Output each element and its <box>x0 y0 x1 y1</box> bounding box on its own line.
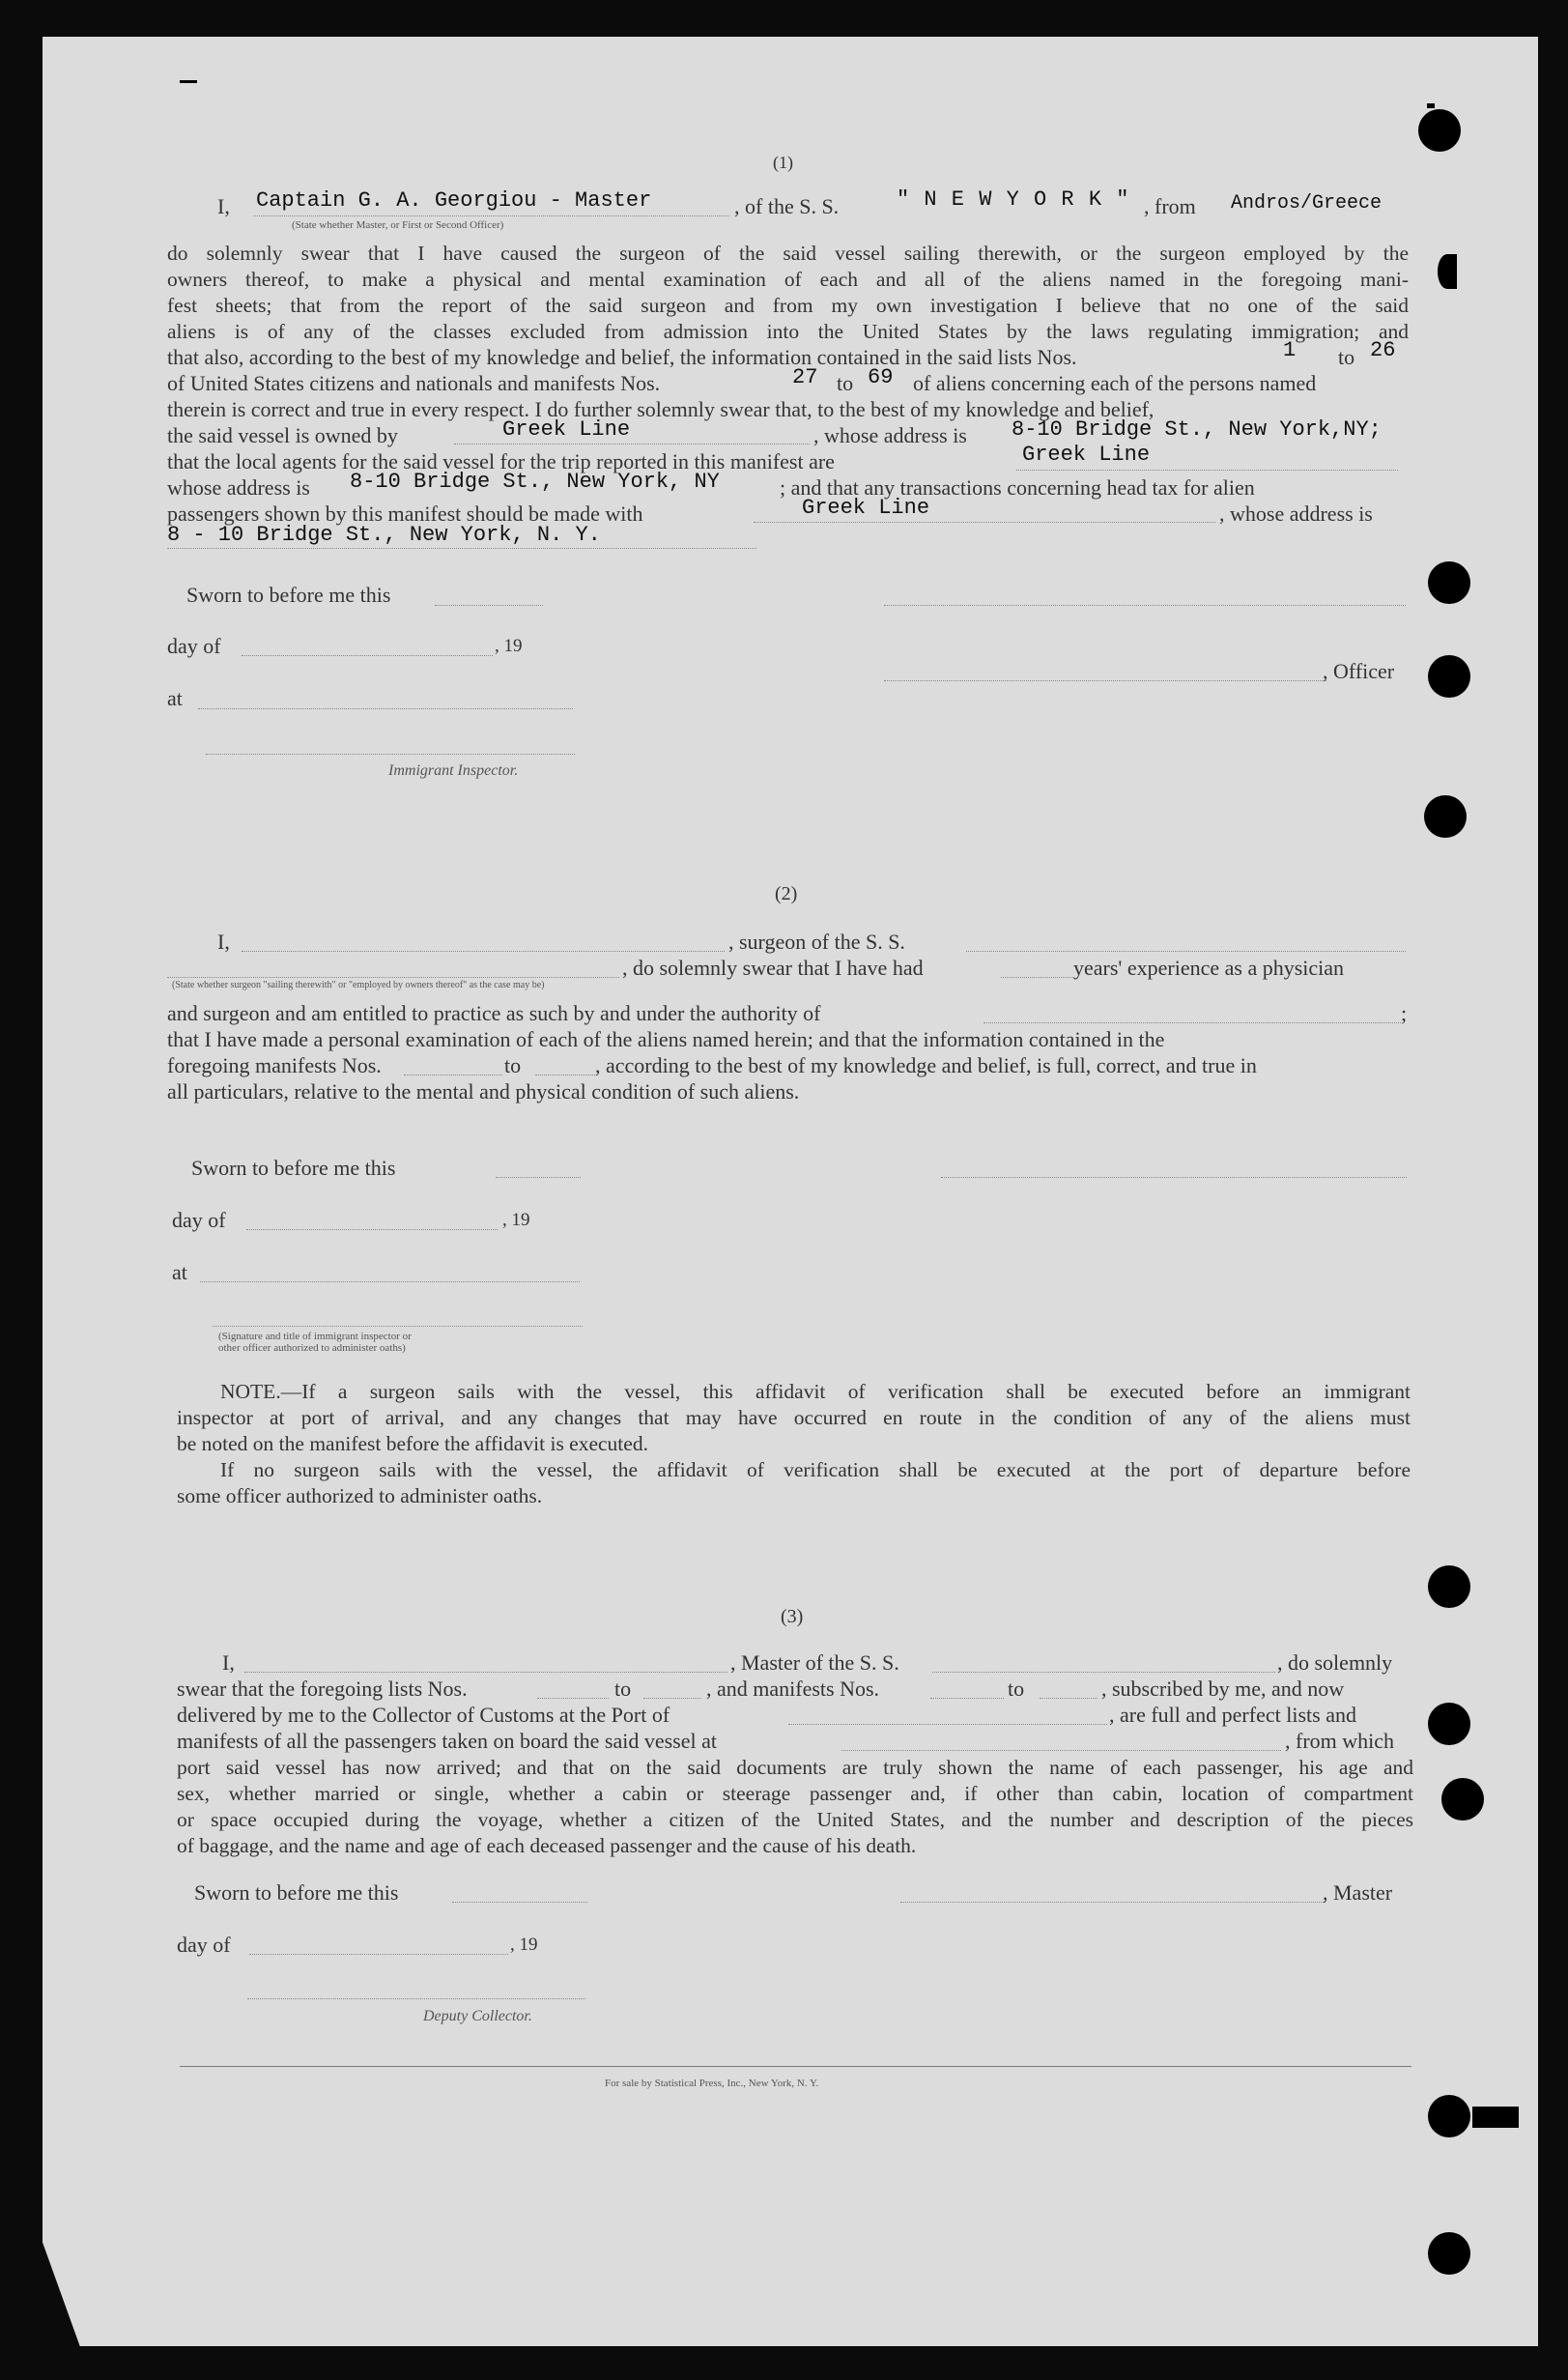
paragraph-line: that I have made a personal examination of each of the aliens named herein; and that the information contained in the <box>167 1027 1165 1051</box>
manifest-from-line <box>930 1698 1004 1699</box>
at-label: at <box>172 1260 187 1284</box>
signature-note-2: other officer authorized to administer oaths) <box>218 1342 406 1354</box>
scan-mark <box>1427 103 1435 108</box>
of-ss-label: , of the S. S. <box>734 194 840 218</box>
head-tax-line <box>754 522 1215 523</box>
according-label: , according to the best of my knowledge and belief, is full, correct, and true in <box>595 1053 1257 1077</box>
scan-mark <box>1438 254 1457 289</box>
manifest-to-line <box>1040 1698 1098 1699</box>
ship-line <box>932 1672 1275 1673</box>
paragraph-line: therein is correct and true in every respect. I do further solemnly swear that, to the best of my knowledge and belief, <box>167 397 1155 421</box>
year-label: , 19 <box>495 636 523 656</box>
owned-by-label: the said vessel is owned by <box>167 423 398 447</box>
master-name-line <box>253 215 729 216</box>
local-agents-label: that the local agents for the said vessel for the trip reported in this manifest are <box>167 449 835 473</box>
do-swear-label: , do solemnly swear that I have had <box>622 956 924 980</box>
scan-mark <box>1472 2107 1519 2128</box>
sworn-line <box>452 1902 587 1903</box>
foregoing-manifests-label: foregoing manifests Nos. <box>167 1053 382 1077</box>
to-label: to <box>614 1677 632 1701</box>
day-of-label: day of <box>177 1933 231 1957</box>
day-of-line <box>242 655 493 656</box>
list-to: 26 <box>1370 338 1396 362</box>
paragraph-line: owners thereof, to make a physical and mental examination of each and all of the aliens named in the foregoing mani- <box>167 268 1409 291</box>
day-of-label: day of <box>172 1208 226 1232</box>
years-line <box>1001 977 1073 978</box>
punch-hole <box>1428 2095 1470 2137</box>
sworn-label: Sworn to before me this <box>194 1880 399 1905</box>
to-label: to <box>504 1053 522 1077</box>
note-line: inspector at port of arrival, and any changes that may have occurred en route in the condition of any of the aliens must <box>177 1406 1411 1429</box>
ship-name: " N E W Y O R K " <box>897 187 1130 212</box>
scan-mark <box>180 80 197 83</box>
years-label: years' experience as a physician <box>1073 956 1345 980</box>
list-from-line <box>537 1698 609 1699</box>
section-3-paragraph <box>177 1755 1413 1859</box>
paragraph-line: fest sheets; that from the report of the said surgeon and from my own investigation I believe that no one of the said <box>167 294 1409 317</box>
master-signature-line <box>900 1902 1326 1903</box>
head-tax-address: 8 - 10 Bridge St., New York, N. Y. <box>167 523 601 547</box>
agents-line <box>1016 470 1398 471</box>
section-2-number: (2) <box>775 883 798 904</box>
departure-port: Andros/Greece <box>1231 192 1383 215</box>
list-to-line <box>643 1698 701 1699</box>
year-label: , 19 <box>510 1935 538 1955</box>
taken-on-board-label: manifests of all the passengers taken on board the said vessel at <box>177 1729 718 1753</box>
to-label: to <box>1008 1677 1025 1701</box>
day-of-line <box>249 1954 508 1955</box>
at-label: at <box>167 686 183 710</box>
agents-address: 8-10 Bridge St., New York, NY <box>350 470 720 494</box>
head-tax-value: Greek Line <box>802 496 930 520</box>
manifest-to: 69 <box>868 365 894 389</box>
head-tax-label: ; and that any transactions concerning head tax for alien <box>780 475 1255 500</box>
punch-hole <box>1428 561 1470 604</box>
note-line: some officer authorized to administer oaths. <box>177 1484 543 1507</box>
surgeon-signature-line <box>941 1177 1407 1178</box>
manifests-label: of United States citizens and nationals and manifests Nos. <box>167 371 661 395</box>
foregoing-lists-label: swear that the foregoing lists Nos. <box>177 1677 468 1701</box>
paragraph-line: do solemnly swear that I have caused the surgeon of the said vessel sailing therewith, or the surgeon employed by the <box>167 242 1409 265</box>
officer-label: , Officer <box>1323 659 1395 683</box>
to-label: to <box>1338 345 1355 369</box>
master-state-note: (State whether Master, or First or Second Officer) <box>292 219 504 231</box>
paragraph-line: of baggage, and the name and age of each deceased passenger and the cause of his death. <box>177 1834 917 1857</box>
sworn-label: Sworn to before me this <box>191 1156 396 1180</box>
day-of-line <box>246 1229 498 1230</box>
inspector-signature-line <box>213 1326 583 1327</box>
manifest-from: 27 <box>792 365 818 389</box>
sworn-line <box>496 1177 581 1178</box>
master-name: Captain G. A. Georgiou - Master <box>256 188 652 213</box>
deputy-collector-caption: Deputy Collector. <box>423 2008 532 2024</box>
note-line: be noted on the manifest before the affidavit is executed. <box>177 1432 648 1455</box>
at-line <box>198 708 573 709</box>
paragraph-line: aliens is of any of the classes excluded from admission into the United States by the laws regulating immigration; and <box>167 320 1409 343</box>
surgeon-ship-line <box>966 951 1406 952</box>
do-solemnly-label: , do solemnly <box>1277 1650 1393 1675</box>
punch-hole <box>1418 109 1461 152</box>
agents-address-label: whose address is <box>167 475 310 500</box>
master-signature-line <box>884 605 1406 606</box>
master-label: , Master <box>1323 1880 1393 1905</box>
at-line <box>200 1281 580 1282</box>
officer-signature-line <box>884 680 1326 681</box>
surgeon-state-note: (State whether surgeon "sailing therewith" or "employed by owners thereof" as the case may be) <box>172 980 545 990</box>
paragraph-line: sex, whether married or single, whether a cabin or steerage passenger and, if other than cabin, location of compartment <box>177 1782 1413 1805</box>
signature-note-1: (Signature and title of immigrant inspector or <box>218 1331 412 1342</box>
section-1-number: (1) <box>773 153 793 172</box>
authority-label: and surgeon and am entitled to practice as such by and under the authority of <box>167 1001 821 1025</box>
full-lists-label: , are full and perfect lists and <box>1109 1703 1356 1727</box>
sworn-line <box>435 605 543 606</box>
aliens-concerning-label: of aliens concerning each of the persons named <box>913 371 1317 395</box>
owner-address: 8-10 Bridge St., New York,NY; <box>1012 417 1382 442</box>
head-tax-address-line <box>167 548 756 549</box>
year-label: , 19 <box>502 1210 530 1230</box>
to-label: to <box>837 371 854 395</box>
note-line: NOTE.—If a surgeon sails with the vessel, this affidavit of verification shall be executed before an immigrant <box>220 1380 1411 1403</box>
port-line <box>788 1724 1107 1725</box>
paragraph-line: port said vessel has now arrived; and that on the said documents are truly shown the name of each passenger, his age and <box>177 1756 1413 1779</box>
collector-signature-line <box>247 1998 585 1999</box>
agents-value: Greek Line <box>1022 443 1151 467</box>
note-line: If no surgeon sails with the vessel, the affidavit of verification shall be executed at the port of departure before <box>220 1458 1411 1481</box>
punch-hole <box>1428 1565 1470 1608</box>
section-2-note <box>177 1379 1411 1509</box>
collector-label: delivered by me to the Collector of Customs at the Port of <box>177 1703 670 1727</box>
section-3-intro: I, <box>222 1650 235 1675</box>
punch-hole <box>1428 1703 1470 1745</box>
sworn-label: Sworn to before me this <box>186 583 391 607</box>
section-1-intro: I, <box>217 194 230 218</box>
surgeon-of-label: , surgeon of the S. S. <box>728 930 905 954</box>
paragraph-line: or space occupied during the voyage, whether a citizen of the United States, and the number and description of the pieces <box>177 1808 1413 1831</box>
master-of-label: , Master of the S. S. <box>730 1650 899 1675</box>
master-name-line <box>244 1672 727 1673</box>
list-from: 1 <box>1283 338 1297 362</box>
punch-hole <box>1424 795 1467 838</box>
punch-hole <box>1428 2232 1470 2275</box>
authority-line <box>984 1022 1401 1023</box>
surgeon-name-line <box>242 951 725 952</box>
footer-text: For sale by Statistical Press, Inc., New York, N. Y. <box>605 2078 819 2089</box>
section-3-number: (3) <box>781 1606 804 1627</box>
day-of-label: day of <box>167 634 221 658</box>
paragraph-line: all particulars, relative to the mental and physical condition of such aliens. <box>167 1079 800 1104</box>
punch-hole <box>1441 1778 1484 1821</box>
whose-address-label: , whose address is <box>813 423 967 447</box>
owner-value: Greek Line <box>502 417 631 442</box>
semicolon: ; <box>1401 1001 1408 1025</box>
inspector-signature-line <box>206 754 575 755</box>
subscribed-label: , subscribed by me, and now <box>1101 1677 1345 1701</box>
surgeon-status-line <box>167 977 619 978</box>
section-1-paragraph <box>167 241 1409 345</box>
and-manifests-label: , and manifests Nos. <box>706 1677 880 1701</box>
head-tax-with-label: passengers shown by this manifest should be made with <box>167 502 643 526</box>
embarkation-line <box>841 1750 1281 1751</box>
punch-hole <box>1428 655 1470 698</box>
immigrant-inspector-caption: Immigrant Inspector. <box>388 762 519 779</box>
whose-address-label: , whose address is <box>1219 502 1373 526</box>
section-2-intro: I, <box>217 930 230 954</box>
from-which-label: , from which <box>1285 1729 1395 1753</box>
lists-label: that also, according to the best of my knowledge and belief, the information contained in the said lists Nos. <box>167 345 1077 369</box>
from-label: , from <box>1144 194 1196 218</box>
footer-rule <box>180 2066 1411 2067</box>
